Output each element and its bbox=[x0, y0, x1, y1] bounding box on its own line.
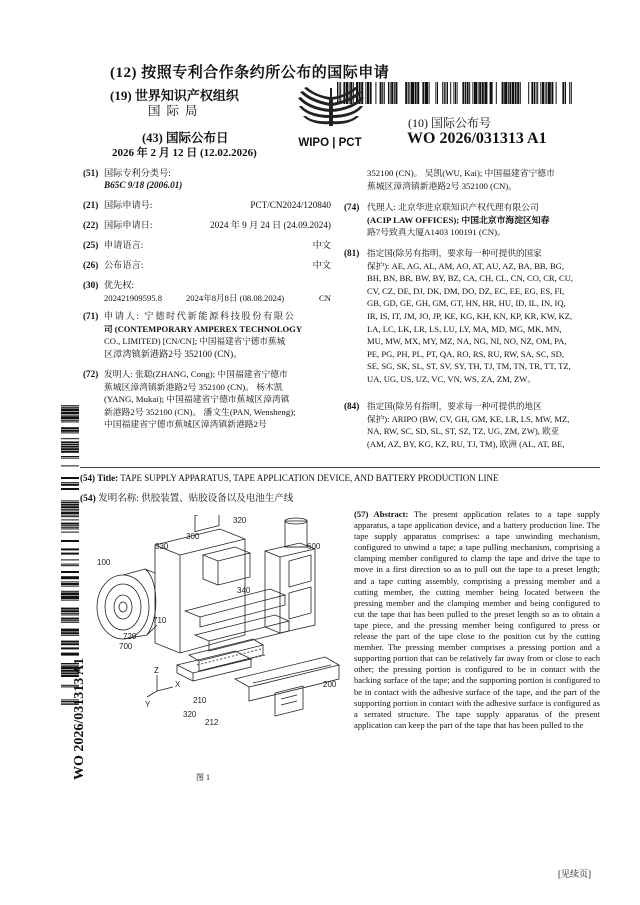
states-line: 指定国(除另有指明，要求每一种可提供的国家 bbox=[367, 248, 542, 258]
barcode-bar bbox=[556, 82, 557, 104]
barcode-bar bbox=[61, 553, 79, 555]
barcode-bar bbox=[509, 82, 511, 104]
inventor-line: (YANG, Mukai); 中国福建省宁德市蕉城区漳湾镇 bbox=[104, 394, 290, 405]
barcode-bar bbox=[548, 82, 551, 104]
abstract-text: The present application relates to a tape supply apparatus, a tape application device, and a battery production line. The tape supply apparatus comprises: a tape unwinding mechanism, configured to unwind a tape; a tape pulling mechanism, comprising a clamping member configured to clamp the tape and drive the tape to move in a first direction so as to pull out the tape to a preset length; and a tape cutting assembly, comprising a pressing member and a cutting member, the cutting member being located between the pressing member and the clamping member and being configured to cut the tape that has been pulled to the preset length so as to obtain a tape piece, and the pressing member being configured to press or release the part of the tape close to the position cut by the cutting member. The pressing member comprises a pressing portion and a supporting portion that can be relatively far away from or close to each other; the pressing portion is configured to be in contact with the backing surface of the tape; and the supporting portion is configured to be in contact with the adhesive surface of the tape, and the part of the supporting portion in contact with the adhesive surface is configured as a serrated structure. The tape supply apparatus of the present application can keep the part of the tape that has been pulled to the bbox=[354, 509, 600, 730]
publication-date-label: (43) 国际公布日 bbox=[142, 131, 229, 145]
wipo-pct-logo bbox=[294, 84, 366, 160]
barcode-bar bbox=[61, 420, 79, 421]
barcode-bar bbox=[61, 571, 79, 573]
organization-name: (19) 世界知识产权组织 bbox=[110, 88, 239, 103]
barcode-bar bbox=[382, 82, 383, 104]
title-en-label: Title: bbox=[97, 473, 119, 483]
ref-label: 600 bbox=[307, 542, 321, 551]
barcode-bar bbox=[367, 82, 369, 104]
barcode-bar bbox=[429, 82, 430, 104]
barcode-bar bbox=[61, 408, 79, 411]
states-line: IR, IS, IT, JM, JO, JP, KE, KG, KH, KN, KP, KR, KW, KZ, bbox=[367, 310, 573, 321]
barcode-bar bbox=[61, 528, 79, 529]
title-zh-label: 发明名称: bbox=[98, 494, 139, 504]
barcode-bar bbox=[375, 82, 376, 104]
barcode-bar bbox=[502, 82, 504, 104]
barcode-bar bbox=[380, 82, 382, 104]
barcode-bar bbox=[474, 82, 477, 104]
barcode-bar bbox=[61, 484, 79, 486]
barcode-bar bbox=[61, 559, 79, 560]
barcode-bar bbox=[61, 629, 79, 632]
barcode-bar bbox=[61, 592, 79, 595]
barcode-bar bbox=[61, 510, 79, 511]
barcode-bar bbox=[61, 515, 79, 516]
agent-line: 路7号致真大厦A1403 100191 (CN)。 bbox=[367, 227, 506, 238]
barcode-bar bbox=[61, 620, 79, 621]
barcode-bar bbox=[61, 458, 79, 459]
barcode-bar bbox=[472, 82, 473, 104]
barcode-bar bbox=[565, 82, 566, 104]
barcode-bar bbox=[61, 523, 79, 525]
field-30-label: 优先权: bbox=[104, 280, 135, 290]
barcode-bar bbox=[61, 596, 79, 599]
barcode-bar bbox=[61, 583, 79, 585]
ref-label: 720 bbox=[123, 632, 137, 641]
agent-block bbox=[367, 201, 603, 239]
states-line: NA, RW, SC, SD, SL, ST, SZ, TZ, UG, ZM, ZW), 欧亚 bbox=[367, 426, 560, 437]
inventors-continued bbox=[367, 167, 603, 192]
publication-barcode bbox=[337, 82, 572, 104]
barcode-bar bbox=[469, 82, 470, 104]
barcode-bar bbox=[61, 622, 79, 623]
barcode-bar bbox=[571, 82, 572, 104]
barcode-bar bbox=[496, 82, 497, 104]
barcode-bar bbox=[528, 82, 529, 104]
barcode-bar bbox=[61, 456, 79, 457]
barcode-bar bbox=[437, 82, 438, 104]
barcode-bar bbox=[61, 488, 79, 490]
ref-label: 710 bbox=[153, 616, 167, 625]
barcode-bar bbox=[61, 581, 79, 582]
field-26-label: 公布语言: bbox=[104, 260, 144, 270]
barcode-bar bbox=[61, 441, 79, 443]
figure-caption: 图 1 bbox=[196, 773, 210, 782]
ref-label: 300 bbox=[186, 532, 200, 541]
ref-label: 100 bbox=[97, 558, 111, 567]
barcode-bar bbox=[408, 82, 409, 104]
field-25-label: 申请语言: bbox=[104, 240, 144, 250]
barcode-bar bbox=[455, 82, 456, 104]
barcode-bar bbox=[405, 82, 407, 104]
states-line: (AM, AZ, BY, KG, KZ, RU, TJ, TM), 欧洲 (AL, AT, BE, bbox=[367, 438, 565, 449]
barcode-bar bbox=[61, 448, 79, 450]
ref-label: 320 bbox=[183, 710, 197, 719]
barcode-bar bbox=[61, 512, 79, 514]
barcode-bar bbox=[390, 82, 391, 104]
applicant-line: 区漳湾镇新港路2号 352100 (CN)。 bbox=[104, 348, 243, 359]
barcode-bar bbox=[531, 82, 533, 104]
axis-label: Y bbox=[145, 700, 151, 709]
barcode-bar bbox=[534, 82, 535, 104]
states-line: SE, SG, SK, SL, ST, SV, SY, TH, TJ, TM, TN, TR, TT, TZ, bbox=[367, 361, 571, 372]
barcode-bar bbox=[61, 509, 79, 510]
field-51-label: 国际专利分类号: bbox=[104, 168, 171, 178]
barcode-bar bbox=[542, 82, 544, 104]
barcode-bar bbox=[409, 82, 410, 104]
field-51-value: B65C 9/18 (2006.01) bbox=[104, 180, 183, 190]
barcode-bar bbox=[61, 527, 79, 528]
inventors-block bbox=[104, 368, 332, 431]
designated-states-regional bbox=[367, 400, 603, 450]
publication-number: WO 2026/031313 A1 bbox=[407, 130, 547, 147]
states-line: GB, GD, GE, GH, GM, GT, HN, HR, HU, ID, IL, IN, IQ, bbox=[367, 298, 566, 309]
field-25-number: (25) bbox=[83, 240, 99, 250]
barcode-bar bbox=[515, 82, 517, 104]
barcode-bar bbox=[384, 82, 385, 104]
abstract bbox=[354, 509, 600, 731]
barcode-bar bbox=[61, 576, 79, 579]
figure-1-drawing bbox=[85, 515, 350, 765]
field-21-value: PCT/CN2024/120840 bbox=[250, 200, 331, 210]
axis-label: X bbox=[175, 680, 181, 689]
barcode-bar bbox=[61, 532, 79, 533]
barcode-bar bbox=[536, 82, 537, 104]
ref-label: 320 bbox=[233, 516, 247, 525]
barcode-bar bbox=[508, 82, 509, 104]
field-21-number: (21) bbox=[83, 200, 99, 210]
barcode-bar bbox=[520, 82, 521, 104]
states-line: UA, UG, US, UZ, VC, VN, WS, ZA, ZM, ZW。 bbox=[367, 373, 537, 384]
section-divider bbox=[80, 467, 600, 468]
publication-date: 2026 年 2 月 12 日 (12.02.2026) bbox=[112, 147, 257, 159]
barcode-bar bbox=[61, 613, 79, 614]
barcode-bar bbox=[61, 438, 79, 439]
barcode-bar bbox=[61, 421, 79, 422]
publication-number-label: (10) 国际公布号 bbox=[408, 116, 491, 130]
barcode-bar bbox=[61, 548, 79, 550]
barcode-bar bbox=[540, 82, 541, 104]
barcode-bar bbox=[457, 82, 458, 104]
title-chinese bbox=[80, 490, 293, 504]
field-84-number: (84) bbox=[344, 401, 360, 411]
barcode-bar bbox=[450, 82, 451, 104]
applicant-line: 申请人: 宁德时代新能源科技股份有限公 bbox=[104, 311, 296, 321]
barcode-bar bbox=[411, 82, 414, 104]
ref-label: 200 bbox=[323, 680, 337, 689]
states-line: 保护): ARIPO (BW, CV, GH, GM, KE, LR, LS, MW, MZ, bbox=[367, 413, 570, 424]
barcode-bar bbox=[61, 635, 79, 636]
barcode-bar bbox=[61, 586, 79, 587]
barcode-bar bbox=[61, 446, 79, 448]
barcode-bar bbox=[61, 482, 79, 483]
barcode-bar bbox=[478, 82, 479, 104]
barcode-bar bbox=[61, 565, 79, 566]
barcode-bar bbox=[61, 600, 79, 601]
barcode-bar bbox=[484, 82, 487, 104]
states-line: 保护): AE, AG, AL, AM, AO, AT, AU, AZ, BA, BB, BG, bbox=[367, 260, 565, 271]
field-26-number: (26) bbox=[83, 260, 99, 270]
ref-label: 340 bbox=[237, 586, 251, 595]
barcode-bar bbox=[551, 82, 553, 104]
wipo-logo-text: WIPO | PCT bbox=[298, 137, 362, 149]
barcode-bar bbox=[61, 444, 79, 445]
title-english bbox=[80, 473, 498, 483]
priority-date: 2024年8月8日 (08.08.2024) bbox=[186, 293, 285, 303]
inventor-line: 352100 (CN)。 吴凯(WU, Kai); 中国福建省宁德市 bbox=[367, 168, 555, 178]
inventor-line: 蕉城区漳湾镇新港路2号 352100 (CN)。 杨木凯 bbox=[104, 381, 283, 392]
field-26-value: 中文 bbox=[312, 260, 331, 270]
barcode-bar bbox=[61, 618, 79, 620]
barcode-bar bbox=[467, 82, 469, 104]
abstract-label: (57) Abstract: bbox=[354, 509, 409, 519]
title-zh-text: 供胶装置、贴胶设备以及电池生产线 bbox=[141, 494, 294, 504]
barcode-bar bbox=[61, 540, 79, 542]
barcode-bar bbox=[442, 82, 443, 104]
barcode-bar bbox=[61, 653, 79, 656]
field-22-number: (22) bbox=[83, 220, 99, 230]
barcode-bar bbox=[61, 477, 79, 479]
field-81-number: (81) bbox=[344, 248, 360, 258]
barcode-bar bbox=[61, 516, 79, 517]
barcode-bar bbox=[61, 415, 79, 416]
barcode-bar bbox=[490, 82, 493, 104]
barcode-bar bbox=[61, 610, 79, 612]
barcode-bar bbox=[391, 82, 393, 104]
inventor-line: 中国福建省宁德市蕉城区漳湾镇新港路2号 bbox=[104, 419, 267, 430]
barcode-bar bbox=[61, 519, 79, 520]
field-71-number: (71) bbox=[83, 311, 99, 321]
barcode-bar bbox=[61, 412, 79, 414]
barcode-bar bbox=[482, 82, 484, 104]
barcode-bar bbox=[545, 82, 546, 104]
barcode-bar bbox=[61, 427, 79, 429]
side-publication-number: WO 2026/031313 A1 bbox=[72, 657, 87, 780]
ref-label: 212 bbox=[205, 718, 219, 727]
barcode-bar bbox=[422, 82, 424, 104]
barcode-bar bbox=[445, 82, 446, 104]
agent-line: 代理人: 北京华进京联知识产权代理有限公司 bbox=[367, 202, 539, 212]
field-22-value: 2024 年 9 月 24 日 (24.09.2024) bbox=[210, 220, 331, 230]
field-51-number: (51) bbox=[83, 168, 99, 178]
inventor-line: 发明人: 张聪(ZHANG, Cong); 中国福建省宁德市 bbox=[104, 369, 288, 379]
applicant-line: CO., LIMITED) [CN/CN]; 中国福建省宁德市蕉城 bbox=[104, 336, 286, 347]
barcode-bar bbox=[370, 82, 372, 104]
barcode-bar bbox=[546, 82, 547, 104]
states-line: CV, CZ, DE, DJ, DK, DM, DO, DZ, EC, EE, EG, ES, FI, bbox=[367, 285, 565, 296]
barcode-bar bbox=[61, 465, 79, 466]
document-kind-title: (12) 按照专利合作条约所公布的国际申请 bbox=[110, 65, 390, 81]
barcode-bar bbox=[61, 643, 79, 645]
states-line: 指定国(除另有指明，要求每一种可提供的地区 bbox=[367, 401, 542, 411]
title-en-number: (54) bbox=[80, 473, 95, 483]
barcode-bar bbox=[395, 82, 397, 104]
field-22-label: 国际申请日: bbox=[104, 220, 153, 230]
barcode-bar bbox=[425, 82, 428, 104]
barcode-bar bbox=[465, 82, 466, 104]
barcode-bar bbox=[479, 82, 481, 104]
barcode-bar bbox=[61, 451, 79, 453]
barcode-bar bbox=[394, 82, 395, 104]
barcode-bar bbox=[61, 500, 79, 501]
barcode-bar bbox=[453, 82, 454, 104]
title-zh-number: (54) bbox=[80, 494, 96, 504]
barcode-bar bbox=[61, 504, 79, 506]
barcode-bar bbox=[61, 502, 79, 503]
axis-label: Z bbox=[154, 666, 159, 675]
ref-label: 700 bbox=[119, 642, 133, 651]
barcode-bar bbox=[61, 647, 79, 649]
ref-label: 210 bbox=[193, 696, 207, 705]
applicant-block bbox=[104, 310, 332, 360]
barcode-bar bbox=[444, 82, 445, 104]
barcode-bar bbox=[61, 608, 79, 610]
barcode-bar bbox=[61, 407, 79, 408]
barcode-bar bbox=[462, 82, 464, 104]
barcode-bar bbox=[569, 82, 570, 104]
barcode-bar bbox=[512, 82, 514, 104]
barcode-bar bbox=[61, 430, 79, 432]
inventor-line: 新港路2号 352100 (CN)。 潘文生(PAN, Wensheng); bbox=[104, 406, 296, 417]
barcode-bar bbox=[61, 614, 79, 615]
applicant-line: 司 (CONTEMPORARY AMPEREX TECHNOLOGY bbox=[104, 323, 303, 334]
barcode-bar bbox=[61, 432, 79, 433]
organization-bureau: 国际局 bbox=[148, 104, 204, 118]
inventor-line: 蕉城区漳湾镇新港路2号 352100 (CN)。 bbox=[367, 180, 518, 191]
barcode-bar bbox=[388, 82, 389, 104]
barcode-bar bbox=[61, 405, 79, 406]
barcode-bar bbox=[61, 416, 79, 419]
barcode-bar bbox=[562, 82, 564, 104]
barcode-bar bbox=[61, 591, 79, 592]
priority-number: 202421909595.8 bbox=[104, 293, 163, 303]
field-72-number: (72) bbox=[83, 369, 99, 379]
barcode-bar bbox=[537, 82, 538, 104]
field-74-number: (74) bbox=[344, 202, 360, 212]
states-line: BH, BN, BR, BW, BY, BZ, CA, CH, CL, CN, CO, CR, CU, bbox=[367, 273, 574, 284]
ref-label: 330 bbox=[155, 542, 169, 551]
barcode-bar bbox=[61, 632, 79, 634]
barcode-bar bbox=[417, 82, 419, 104]
barcode-bar bbox=[504, 82, 507, 104]
title-en-text: TAPE SUPPLY APPARATUS, TAPE APPLICATION DEVICE, AND BATTERY PRODUCTION LINE bbox=[120, 473, 499, 483]
field-25-value: 中文 bbox=[312, 240, 331, 250]
barcode-bar bbox=[435, 82, 436, 104]
barcode-bar bbox=[61, 506, 79, 508]
agent-line: (ACIP LAW OFFICES); 中国北京市海淀区知春 bbox=[367, 214, 550, 225]
states-line: PE, PG, PH, PL, PT, QA, RO, RS, RU, RW, SA, SC, SD, bbox=[367, 348, 564, 359]
continued-on-next-page: [见续页] bbox=[558, 869, 591, 879]
field-21-label: 国际申请号: bbox=[104, 200, 153, 210]
barcode-bar bbox=[61, 525, 79, 526]
barcode-bar bbox=[415, 82, 417, 104]
field-30-number: (30) bbox=[83, 280, 99, 290]
states-line: LA, LC, LK, LR, LS, LU, LY, MA, MD, MG, MK, MN, bbox=[367, 323, 562, 334]
designated-states-national bbox=[367, 247, 603, 386]
priority-country: CN bbox=[319, 293, 331, 303]
barcode-bar bbox=[61, 641, 79, 643]
barcode-bar bbox=[447, 82, 448, 104]
barcode-bar bbox=[61, 564, 79, 565]
barcode-bar bbox=[517, 82, 519, 104]
states-line: MU, MW, MX, MY, MZ, NA, NG, NI, NO, NZ, OM, PA, bbox=[367, 336, 567, 347]
